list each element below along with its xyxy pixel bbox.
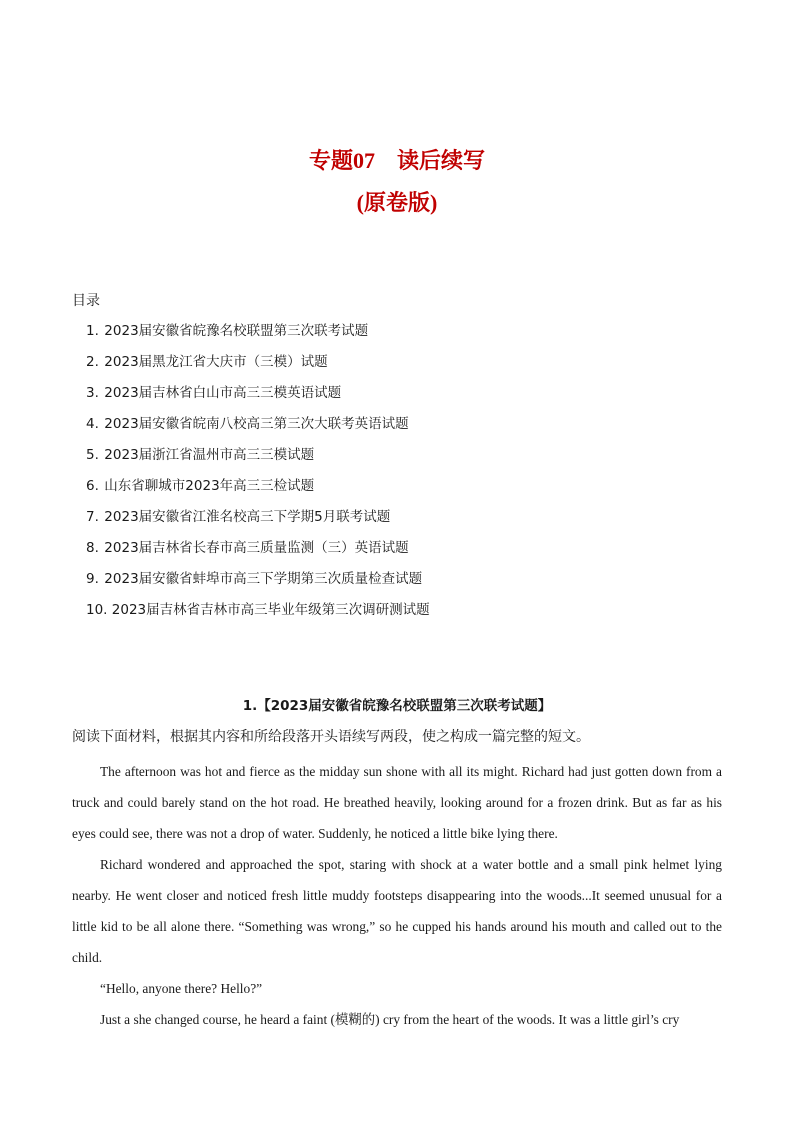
document-title: 专题07 读后续写	[308, 148, 485, 173]
passage	[72, 756, 722, 1035]
passage-paragraph: Just a she changed course, he heard a faint (模糊的) cry from the heart of the woods. It was a little girl’s cry	[100, 1012, 680, 1027]
toc-item[interactable]: 9. 2023届安徽省蚌埠市高三下学期第三次质量检查试题	[86, 571, 423, 587]
passage-paragraph: The afternoon was hot and fierce as the midday sun shone with all its might. Richard had just gotten down from a truck and could barely stand on the hot road. He breathed heavily, looking around for a frozen drink. But as far as his eyes could see, there was not a drop of water. Suddenly, he noticed a little bike lying there.	[72, 764, 722, 841]
toc-item[interactable]: 6. 山东省聊城市2023年高三三检试题	[86, 478, 315, 494]
document-subtitle: (原卷版)	[356, 190, 438, 215]
toc-item[interactable]: 8. 2023届吉林省长春市高三质量监测（三）英语试题	[86, 540, 409, 556]
toc-item[interactable]: 7. 2023届安徽省江淮名校高三下学期5月联考试题	[86, 509, 391, 525]
toc-item[interactable]: 2. 2023届黑龙江省大庆市（三模）试题	[86, 354, 328, 370]
toc-item[interactable]: 10. 2023届吉林省吉林市高三毕业年级第三次调研测试题	[86, 602, 430, 618]
toc-heading: 目录	[72, 293, 100, 309]
section-title: 1.【2023届安徽省皖豫名校联盟第三次联考试题】	[242, 698, 552, 714]
toc-item[interactable]: 5. 2023届浙江省温州市高三三模试题	[86, 447, 315, 463]
table-of-contents	[86, 320, 430, 630]
passage-paragraph: Richard wondered and approached the spot, staring with shock at a water bottle and a small pink helmet lying nearby. He went closer and noticed fresh little muddy footsteps disappearing into the woods...It seemed unusual for a little kid to be all alone there. “Something was wrong,” so he cupped his hands around his mouth and called out to the child.	[72, 857, 722, 965]
toc-item[interactable]: 1. 2023届安徽省皖豫名校联盟第三次联考试题	[86, 323, 369, 339]
section-instruction: 阅读下面材料，根据其内容和所给段落开头语续写两段，使之构成一篇完整的短文。	[72, 729, 590, 745]
passage-paragraph: “Hello, anyone there? Hello?”	[100, 981, 263, 996]
toc-item[interactable]: 3. 2023届吉林省白山市高三三模英语试题	[86, 385, 342, 401]
toc-item[interactable]: 4. 2023届安徽省皖南八校高三第三次大联考英语试题	[86, 416, 409, 432]
